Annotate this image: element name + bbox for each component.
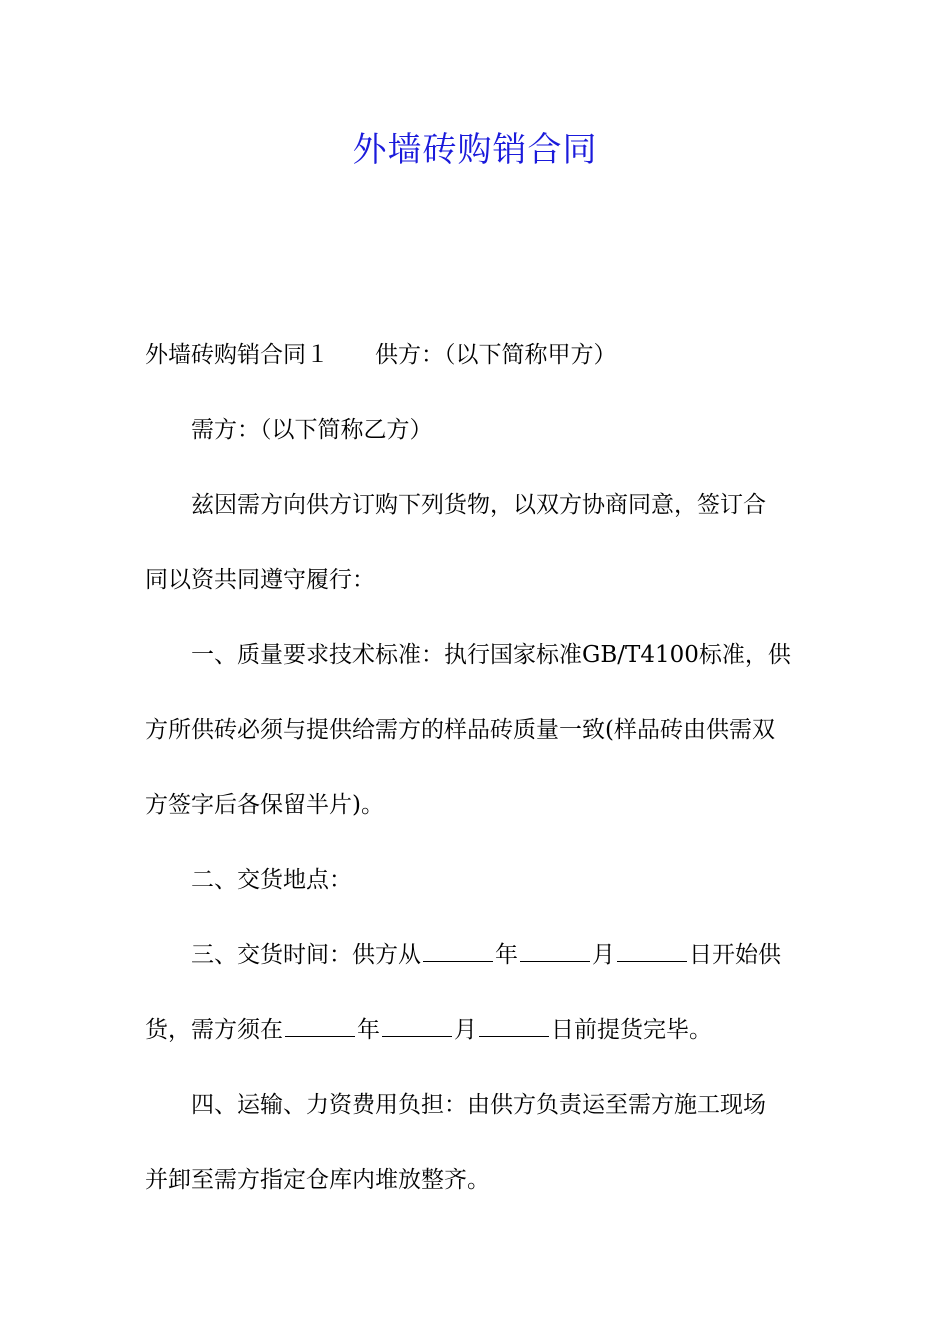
month2-label: 月 [454,1017,477,1043]
clause-3 [145,937,809,975]
year2-blank[interactable] [285,1016,355,1037]
clause-2 [145,862,809,900]
intro-paragraph-cont [145,562,809,600]
intro-line-2: 同以资共同遵守履行： [145,567,375,593]
day-start-label: 日开始供 [689,942,781,968]
intro-line-1: 兹因需方向供方订购下列货物，以双方协商同意，签订合 [191,492,766,518]
month2-blank[interactable] [382,1016,452,1037]
clause-4-line-2: 并卸至需方指定仓库内堆放整齐。 [145,1167,490,1193]
clause-3-line-2-prefix: 货，需方须在 [145,1017,283,1043]
document-body [145,337,809,1200]
clause-3-cont [145,1012,809,1050]
document-title: 外墙砖购销合同 [352,130,598,170]
contract-heading: 外墙砖购销合同１ [145,342,329,368]
buyer-paragraph [145,412,809,450]
clause-1-cont [145,712,809,825]
supplier-label: 供方：（以下简称甲方） [375,342,617,368]
month-label: 月 [592,942,615,968]
heading-line [145,337,809,375]
clause-4-line-1: 四、运输、力资费用负担：由供方负责运至需方施工现场 [191,1092,766,1118]
clause-1-line-3: 方签字后各保留半片)。 [145,792,384,818]
year2-label: 年 [357,1017,380,1043]
month-blank[interactable] [520,941,590,962]
clause-3-line-2-suffix: 日前提货完毕。 [551,1017,712,1043]
day2-blank[interactable] [479,1016,549,1037]
year-blank[interactable] [423,941,493,962]
clause-1-line-1: 一、质量要求技术标准：执行国家标准GB/T4100标准，供 [191,642,791,668]
clause-1-line-2: 方所供砖必须与提供给需方的样品砖质量一致(样品砖由供需双 [145,717,775,743]
clause-4 [145,1087,809,1125]
clause-3-prefix: 三、交货时间：供方从 [191,942,421,968]
year-label: 年 [495,942,518,968]
clause-1 [145,637,809,675]
clause-4-cont [145,1162,809,1200]
day-blank[interactable] [617,941,687,962]
intro-paragraph [145,487,809,525]
buyer-label: 需方：（以下简称乙方） [191,417,433,443]
clause-2-text: 二、交货地点： [191,867,352,893]
